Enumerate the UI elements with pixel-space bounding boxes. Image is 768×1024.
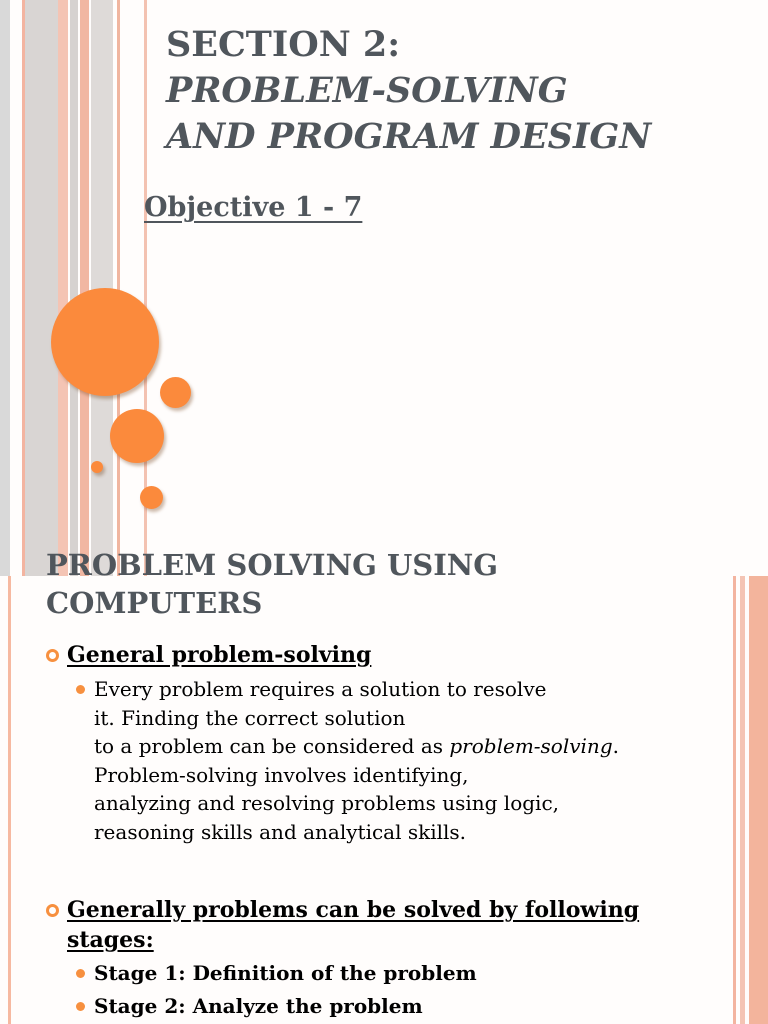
emphasis-text: problem-solving: [449, 734, 613, 758]
title-line: COMPUTERS: [46, 586, 263, 620]
title-line: AND PROGRAM DESIGN: [166, 116, 652, 157]
bullet-stages: [46, 895, 639, 955]
dot-bullet-icon: [76, 969, 85, 978]
sub-bullet-paragraph: [76, 675, 619, 846]
small-circle: [160, 377, 191, 408]
bullet-heading: Generally problems can be solved by following: [67, 897, 640, 923]
ring-bullet-icon: [46, 649, 59, 662]
slide-title: [166, 22, 746, 160]
tiny-circle: [91, 461, 103, 473]
paragraph-line: it. Finding the correct solution: [94, 705, 406, 730]
paragraph-line: reasoning skills and analytical skills.: [94, 819, 467, 844]
text-run: .: [612, 734, 619, 758]
paragraph-line: analyzing and resolving problems using logic,: [94, 791, 559, 815]
dot-bullet-icon: [76, 685, 85, 694]
dot-bullet-icon: [76, 1002, 85, 1011]
paragraph-line: Problem-solving involves identifying,: [94, 762, 469, 787]
slide-subtitle: Objective 1 - 7: [144, 192, 363, 223]
small-circle: [140, 486, 163, 509]
bullet-heading: stages:: [67, 927, 154, 953]
title-line: PROBLEM-SOLVING: [166, 70, 568, 111]
paragraph-line: [94, 732, 619, 761]
stage-item: [76, 992, 423, 1021]
bullet-general-problem-solving: [46, 640, 371, 670]
stage-text: Stage 2: Analyze the problem: [94, 994, 423, 1018]
ring-bullet-icon: [46, 904, 59, 917]
medium-circle: [110, 409, 164, 463]
paragraph-line: Every problem requires a solution to resolve: [94, 677, 547, 701]
title-line: SECTION 2:: [166, 24, 401, 65]
decorative-bars: [22, 0, 148, 576]
right-decorative-bars: [733, 576, 768, 1024]
stage-item: [76, 959, 477, 988]
slide-2: [0, 548, 768, 1024]
slide-title: [46, 546, 498, 622]
title-line: PROBLEM SOLVING USING: [46, 548, 499, 582]
slide-edge: [0, 0, 10, 576]
large-circle: [51, 288, 159, 396]
left-accent-bar: [8, 576, 11, 1024]
text-run: to a problem can be considered as: [94, 734, 450, 758]
stage-text: Stage 1: Definition of the problem: [94, 961, 477, 985]
bullet-heading: General problem-solving: [67, 642, 372, 668]
